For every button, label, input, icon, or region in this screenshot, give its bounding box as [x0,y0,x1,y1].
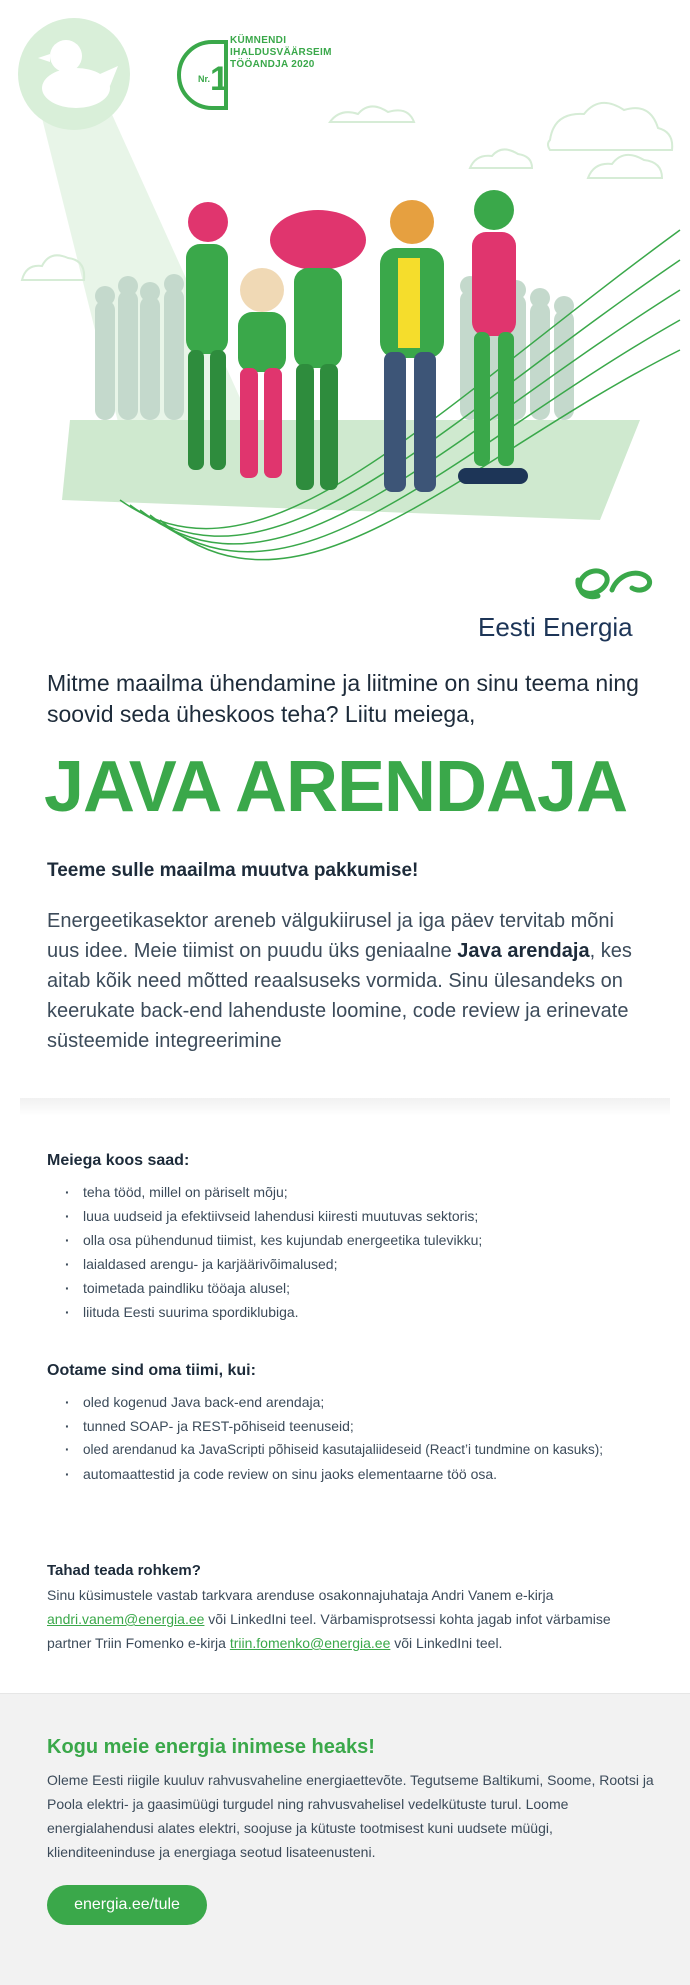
list-item: · laialdased arengu- ja karjäärivõimalused; [83,1252,667,1276]
requirements-section [47,1362,667,1486]
contact-heading: Tahad teada rohkem? [47,1562,201,1579]
footer-section [0,1693,690,1985]
eesti-energia-logo-icon [578,571,650,597]
benefits-list [47,1180,667,1324]
contact-section [47,1562,657,1655]
list-item: · oled kogenud Java back-end arendaja; [83,1390,667,1414]
offer-heading: Teeme sulle maailma muutva pakkumise! [47,860,419,881]
careers-link-button[interactable]: energia.ee/tule [47,1885,207,1925]
intro-text: Mitme maailma ühendamine ja liitmine on sinu teema ning soovid seda üheskoos teha? Liitu meiega, [47,670,639,727]
company-logo-text: Eesti Energia [478,612,633,642]
award-badge-icon [179,42,229,108]
list-item: · liituda Eesti suurima spordiklubiga. [83,1300,667,1324]
svg-text:1: 1 [210,60,229,98]
list-item: · tunned SOAP- ja REST-põhiseid teenuseid; [83,1414,667,1438]
email-link-andri[interactable]: andri.vanem@energia.ee [47,1611,205,1627]
description-text-1: Energeetikasektor areneb välgukiirusel ja iga päev tervitab mõni uus idee. Meie tiimist on puudu üks geniaalne [47,910,614,962]
benefits-heading: Meiega koos saad: [47,1152,190,1169]
list-item: · oled arendanud ka JavaScripti põhiseid kasutajaliideseid (React’i tundmine on kasuks); [83,1438,667,1462]
description-text-2: , kes aitab kõik need mõtted reaalsuseks vormida. Sinu ülesandeks on keerukate back-end lahenduste loomine, code review ja erinevate süsteemide integreerimine [47,940,632,1052]
list-item: · teha tööd, millel on päriselt mõju; [83,1180,667,1204]
hero-illustration [0,0,690,660]
email-link-triin[interactable]: triin.fomenko@energia.ee [229,1635,391,1651]
footer-heading: Kogu meie energia inimese heaks! [47,1736,375,1758]
contact-text [47,1583,657,1655]
hero-artwork [0,0,690,660]
list-item: · toimetada paindliku tööaja alusel; [83,1276,667,1300]
badge-line-2: IHALDUSVÄÄRSEIM [230,47,332,58]
list-item: · automaattestid ja code review on sinu jaoks elementaarne töö osa. [83,1462,667,1486]
section-divider [20,1098,670,1116]
award-badge-text [230,35,332,71]
contact-text-2: või LinkedIni teel. Värbamisprotsessi kohta jagab infot värbamise partner Triin Fomenko e-kirja [47,1611,611,1651]
badge-line-3: TÖÖANDJA 2020 [230,59,315,70]
contact-text-1: Sinu küsimustele vastab tarkvara arenduse osakonnajuhataja Andri Vanem e-kirja [47,1587,554,1603]
badge-line-1: KÜMNENDI [230,35,287,46]
description-emphasis: Java arendaja [457,940,590,962]
footer-text: Oleme Eesti riigile kuuluv rahvusvaheline energiaettevõte. Tegutseme Baltikumi, Soome, Rootsi ja Poola elektri- ja gaasimüügi turgudel ning rahvusvahelisel vedelkütuste turul. Loome energialahendusi alates elektri, soojuse ja kütuste tootmisest kuni uudsete müügi, klienditeeninduse ja energiaga seotud lisateenusteni. [47,1772,654,1860]
job-description [47,906,647,1056]
list-item: · luua uudseid ja efektiivseid lahendusi kiiresti muutuvas sektoris; [83,1204,667,1228]
benefits-section [47,1152,667,1324]
svg-text:Nr.: Nr. [198,74,211,84]
job-title: JAVA ARENDAJA [44,747,628,827]
list-item: · olla osa pühendunud tiimist, kes kujundab energeetika tulevikku; [83,1228,667,1252]
contact-text-3: või LinkedIni teel. [390,1635,503,1651]
requirements-heading: Ootame sind oma tiimi, kui: [47,1362,256,1379]
requirements-list [47,1390,667,1486]
